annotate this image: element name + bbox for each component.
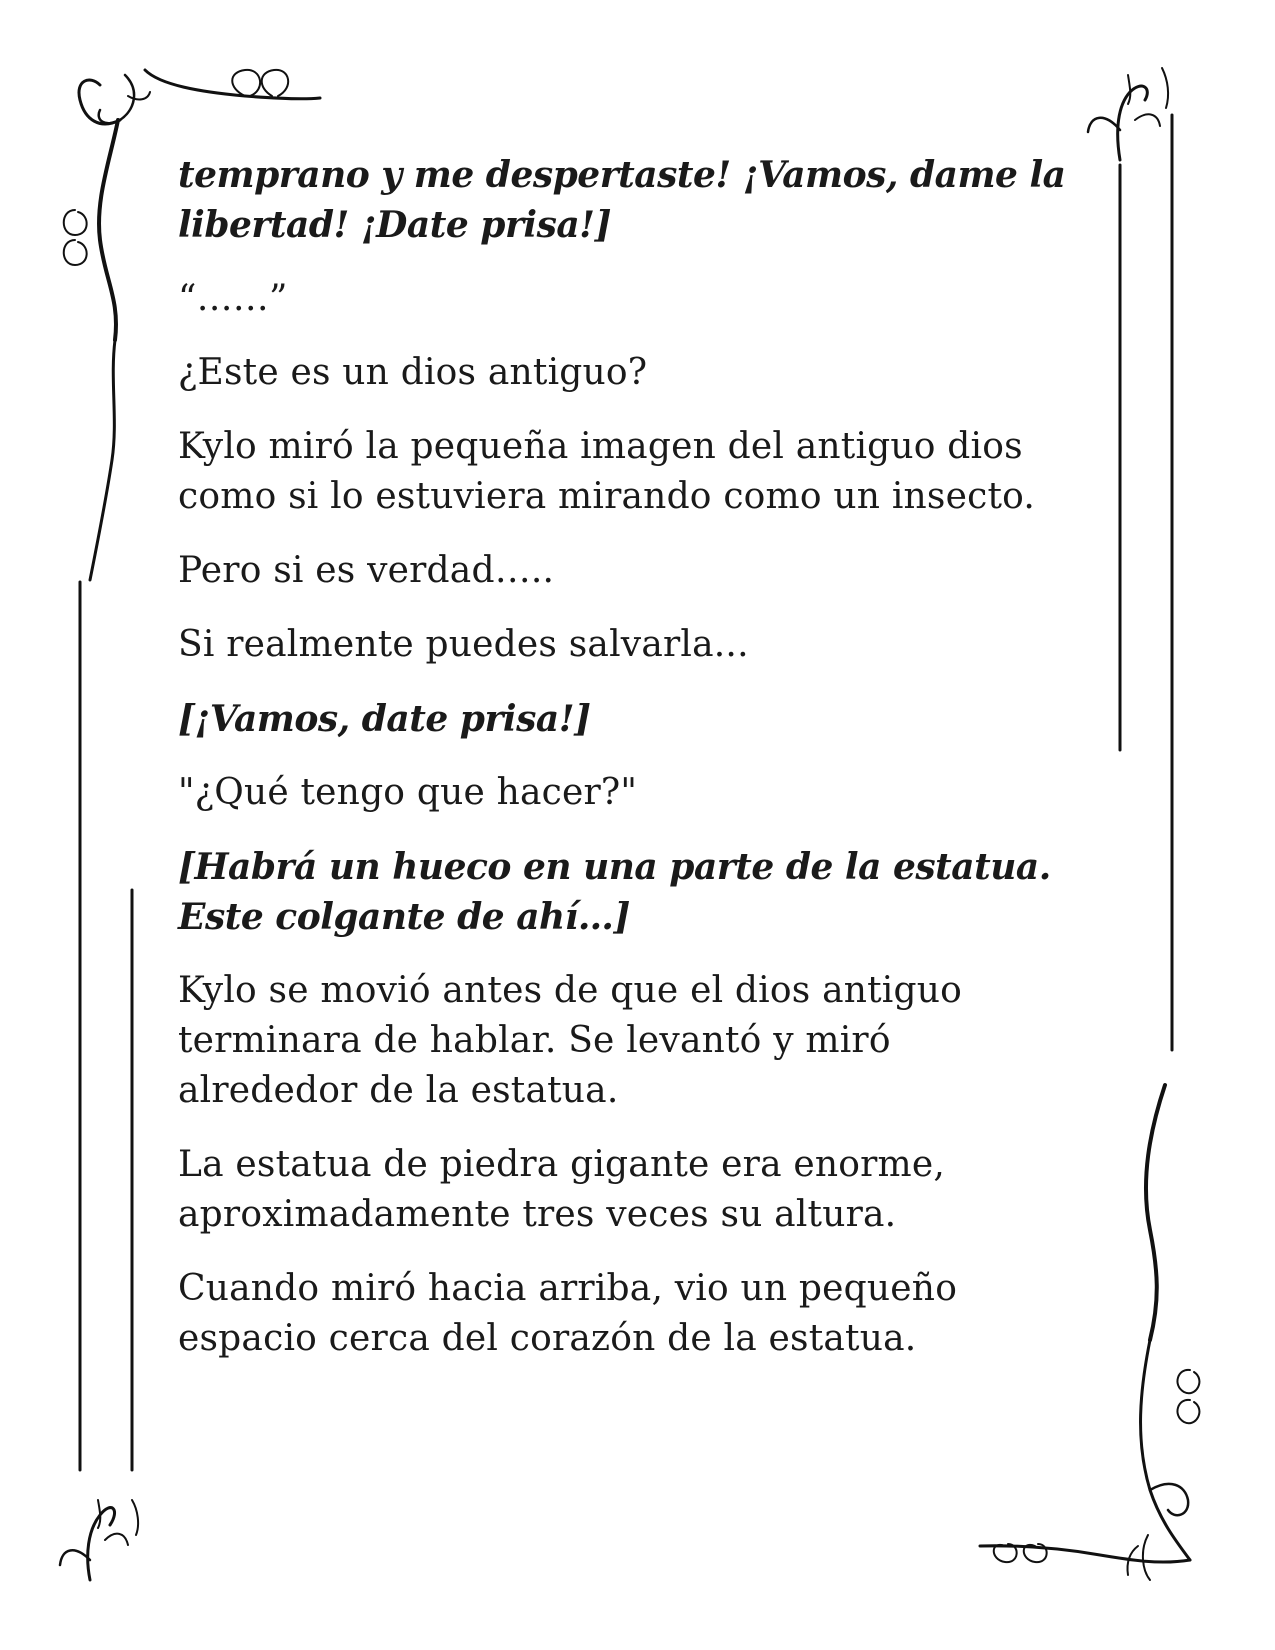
paragraph: [Habrá un hueco en una parte de la estatua. Este colgante de ahí…]	[178, 846, 1051, 938]
page-body	[178, 150, 1078, 1388]
paragraph: Cuando miró hacia arriba, vio un pequeño espacio cerca del corazón de la estatua.	[178, 1268, 958, 1359]
bottom-left-flourish-icon	[60, 1500, 138, 1580]
top-right-flourish-icon	[1088, 68, 1168, 160]
paragraph: ¿Este es un dios antiguo?	[178, 352, 648, 393]
paragraph: Kylo se movió antes de que el dios antiguo terminara de hablar. Se levantó y miró alrededor de la estatua.	[178, 970, 963, 1111]
paragraph: Si realmente puedes salvarla...	[178, 624, 749, 665]
paragraph: temprano y me despertaste! ¡Vamos, dame la libertad! ¡Date prisa!]	[178, 154, 1066, 246]
paragraph: [¡Vamos, date prisa!]	[178, 698, 591, 740]
paragraph: Pero si es verdad…..	[178, 550, 555, 591]
paragraph: Kylo miró la pequeña imagen del antiguo dios como si lo estuviera mirando como un insecto.	[178, 426, 1036, 517]
paragraph: "¿Qué tengo que hacer?"	[178, 772, 638, 813]
paragraph: La estatua de piedra gigante era enorme, aproximadamente tres veces su altura.	[178, 1144, 946, 1235]
paragraph: “……”	[178, 278, 288, 319]
